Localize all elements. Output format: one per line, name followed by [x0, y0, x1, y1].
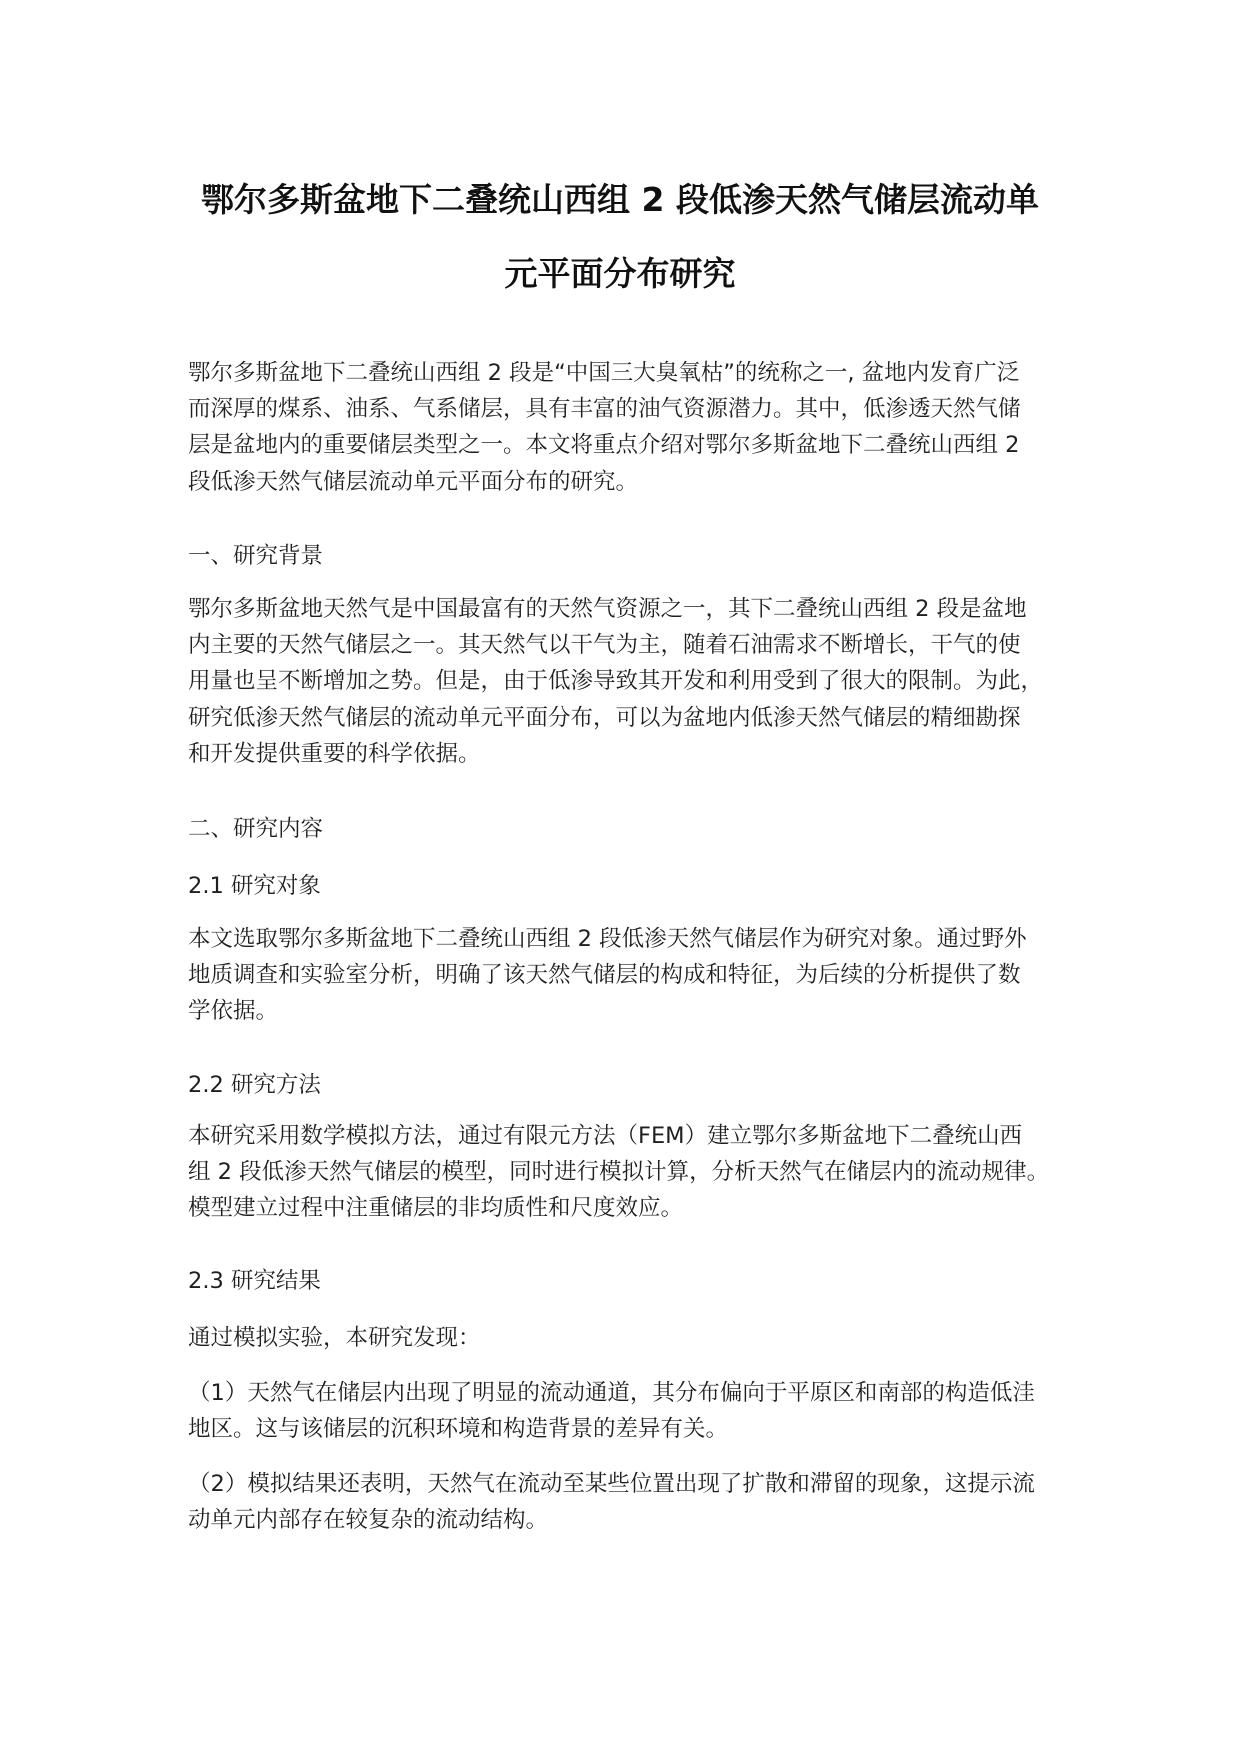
intro-line: 而深厚的煤系、油系、气系储层，具有丰富的油气资源潜力。其中，低渗透天然气储 — [188, 396, 1021, 423]
method-paragraph — [188, 1118, 1068, 1227]
intro-line: 段低渗天然气储层流动单元平面分布的研究。 — [188, 468, 639, 495]
method-line: 组 2 段低渗天然气储层的模型，同时进行模拟计算，分析天然气在储层内的流动规律。 — [188, 1159, 1050, 1186]
finding-1-paragraph — [188, 1375, 1068, 1447]
subsection-heading-object: 2.1 研究对象 — [188, 873, 321, 899]
method-line: 本研究采用数学模拟方法，通过有限元方法（FEM）建立鄂尔多斯盆地下二叠统山西 — [188, 1123, 1023, 1149]
subsection-heading-method: 2.2 研究方法 — [188, 1072, 321, 1098]
background-line: 内主要的天然气储层之一。其天然气以干气为主，随着石油需求不断增长，干气的使 — [188, 632, 1021, 659]
object-line: 地质调查和实验室分析，明确了该天然气储层的构成和特征，为后续的分析提供了数 — [188, 962, 1021, 989]
object-paragraph — [188, 921, 1068, 1030]
results-lead: 通过模拟实验，本研究发现： — [188, 1325, 481, 1351]
section-heading-background: 一、研究背景 — [188, 543, 324, 569]
background-paragraph — [188, 591, 1068, 772]
intro-paragraph — [188, 355, 1068, 500]
background-line: 研究低渗天然气储层的流动单元平面分布，可以为盆地内低渗天然气储层的精细勘探 — [188, 704, 1021, 731]
method-line: 模型建立过程中注重储层的非均质性和尺度效应。 — [188, 1195, 684, 1222]
intro-line: 层是盆地内的重要储层类型之一。本文将重点介绍对鄂尔多斯盆地下二叠统山西组 2 — [188, 432, 1020, 459]
section-heading-content: 二、研究内容 — [188, 816, 324, 842]
finding-2-line: 动单元内部存在较复杂的流动结构。 — [188, 1507, 549, 1534]
subsection-heading-results: 2.3 研究结果 — [188, 1268, 321, 1294]
object-line: 学依据。 — [188, 998, 279, 1025]
document-title-line-2: 元平面分布研究 — [504, 254, 736, 293]
intro-line: 鄂尔多斯盆地下二叠统山西组 2 段是“中国三大臭氧枯”的统称之一, 盆地内发育广泛 — [188, 360, 1020, 386]
finding-2-paragraph — [188, 1466, 1068, 1538]
object-line: 本文选取鄂尔多斯盆地下二叠统山西组 2 段低渗天然气储层作为研究对象。通过野外 — [188, 926, 1027, 952]
finding-2-line: （2）模拟结果还表明，天然气在流动至某些位置出现了扩散和滞留的现象，这提示流 — [188, 1471, 1035, 1497]
finding-1-line: 地区。这与该储层的沉积环境和构造背景的差异有关。 — [188, 1416, 729, 1443]
finding-1-line: （1）天然气在储层内出现了明显的流动通道，其分布偏向于平原区和南部的构造低洼 — [188, 1380, 1035, 1406]
background-line: 用量也呈不断增加之势。但是，由于低渗导致其开发和利用受到了很大的限制。为此， — [188, 668, 1044, 695]
background-line: 和开发提供重要的科学依据。 — [188, 740, 481, 767]
background-line: 鄂尔多斯盆地天然气是中国最富有的天然气资源之一，其下二叠统山西组 2 段是盆地 — [188, 596, 1027, 622]
document-title-line-1: 鄂尔多斯盆地下二叠统山西组 2 段低渗天然气储层流动单 — [201, 180, 1039, 219]
